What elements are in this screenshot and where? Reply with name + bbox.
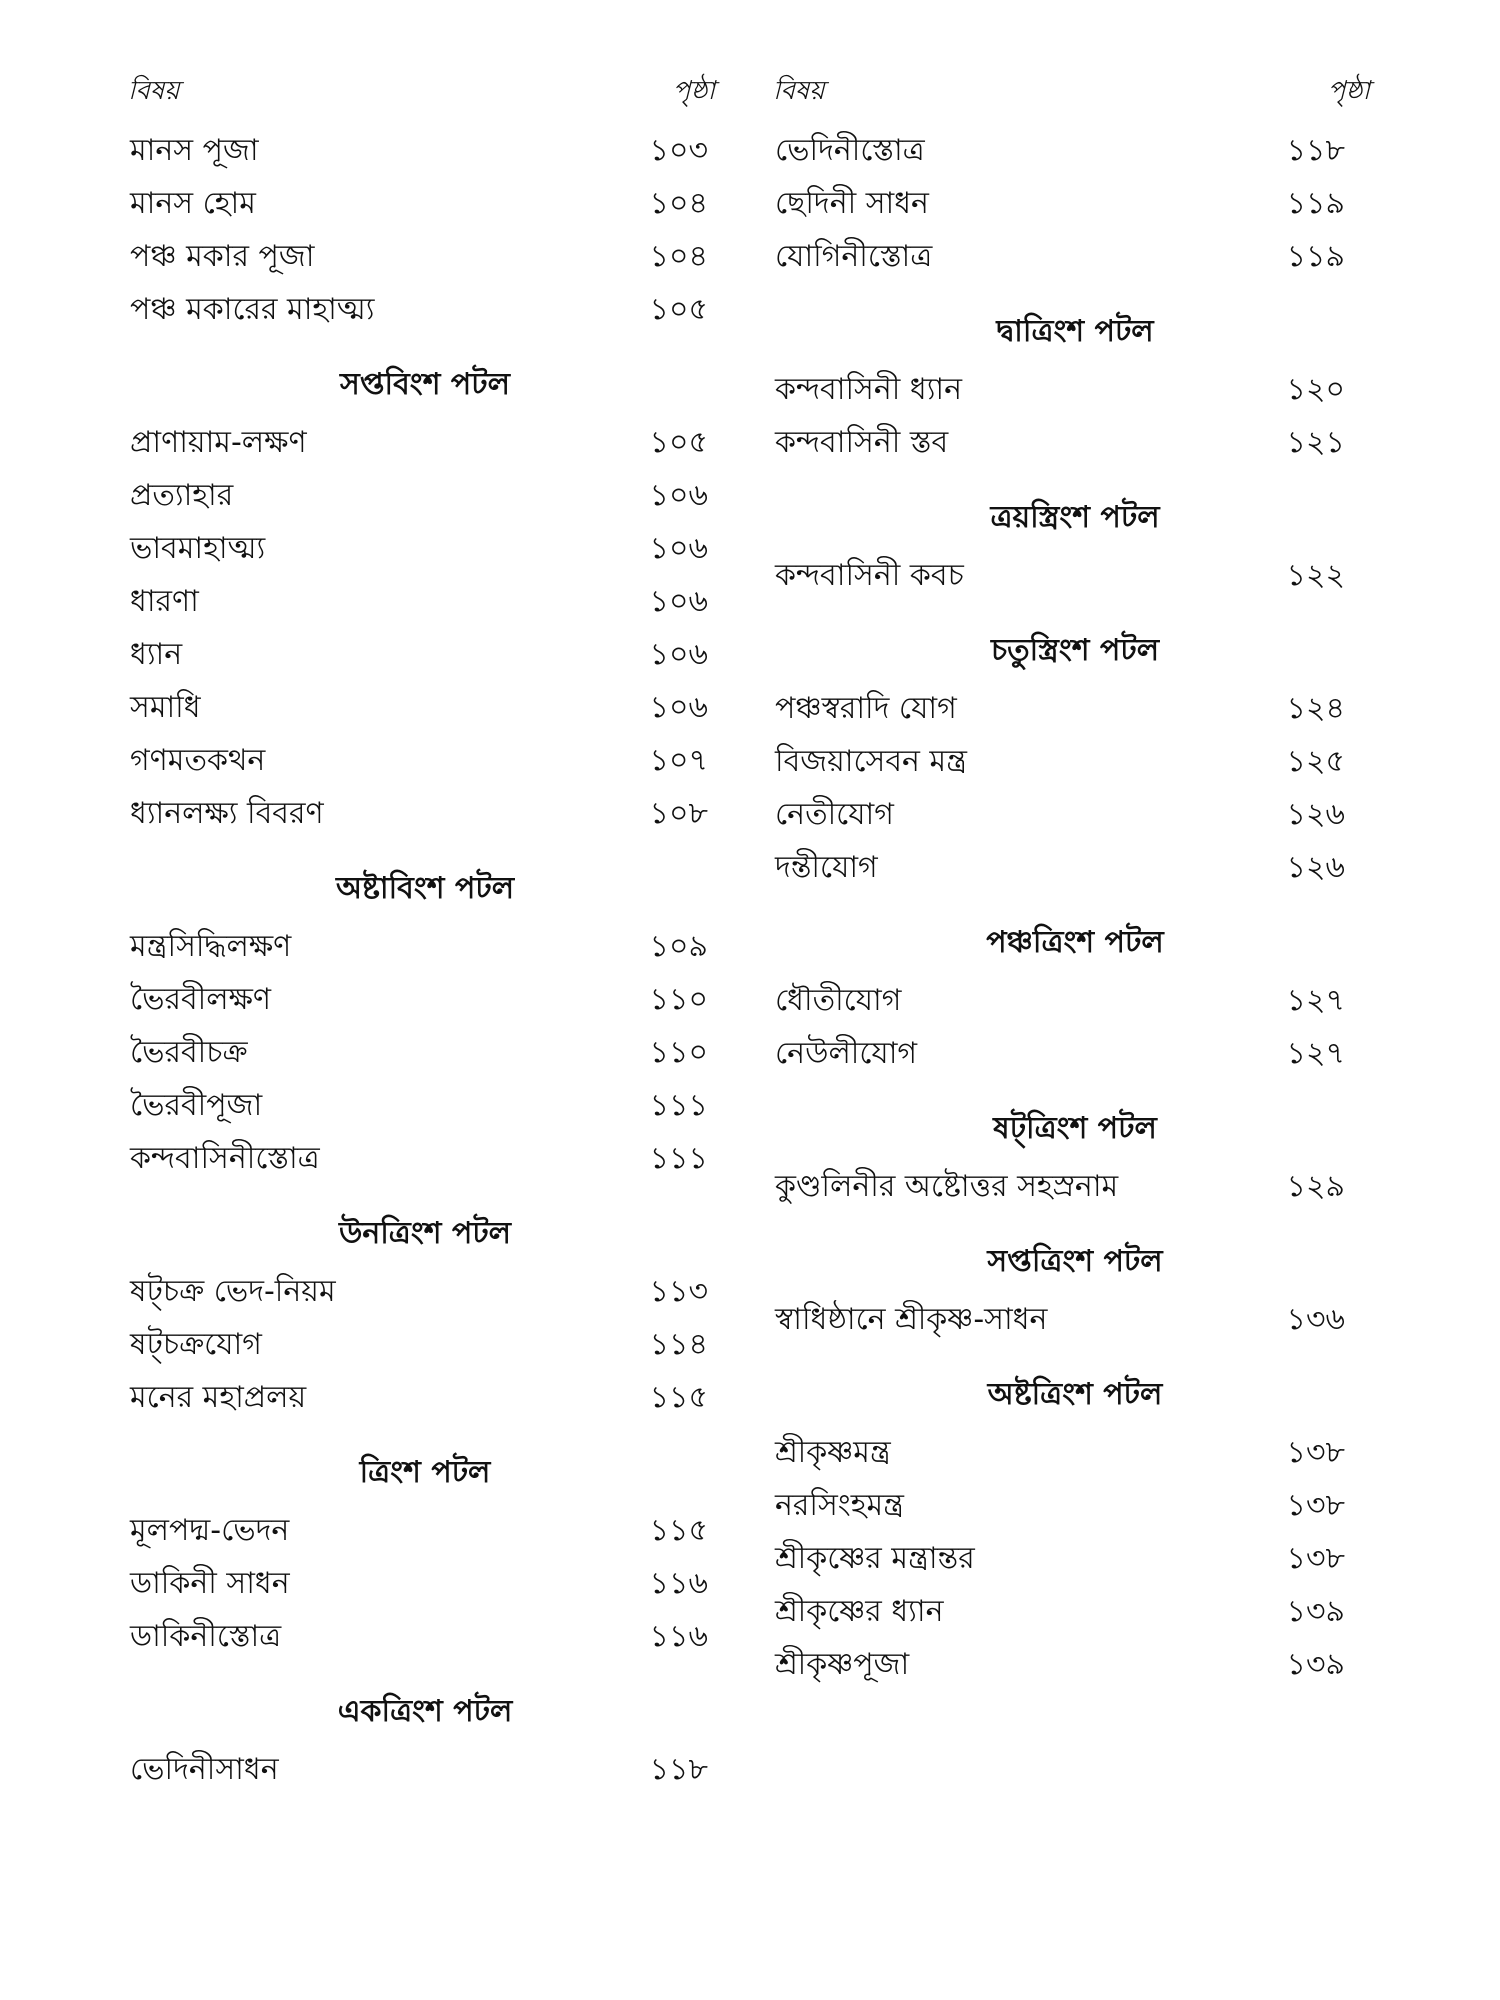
entry-page-number: ১২৬ [1286,850,1345,885]
entry-title: পঞ্চ মকার পূজা [130,239,315,274]
toc-entry [130,628,720,681]
toc-section [775,1080,1375,1213]
entry-page-number: ১০৩ [649,133,708,168]
entry-page-number: ১১০ [649,982,708,1017]
toc-entry [775,1479,1375,1532]
entry-page-number: ১১০ [649,1035,708,1070]
toc-section [775,1213,1375,1346]
toc-entry [775,1426,1375,1479]
section-heading: সপ্তবিংশ পটল [340,367,510,402]
entry-title: ছেদিনী সাধন [775,186,929,221]
toc-entry [775,1638,1375,1691]
entry-page-number: ১১৮ [649,1752,708,1787]
entry-page-number: ১০৭ [649,743,708,778]
entry-page-number: ১১১ [649,1088,708,1123]
toc-section [775,116,1375,283]
entry-title: ধ্যান [130,637,183,672]
toc-entry [130,1026,720,1079]
section-heading: অষ্টত্রিংশ পটল [987,1377,1163,1412]
subject-label: বিষয় [773,76,825,106]
toc-entry [775,788,1375,841]
entry-page-number: ১২৫ [1286,744,1345,779]
entry-page-number: ১৩৮ [1286,1488,1345,1523]
entry-page-number: ১১৮ [1286,133,1345,168]
entry-title: মূলপদ্ম-ভেদন [130,1513,290,1548]
toc-section [130,1424,720,1663]
toc-entry [130,787,720,840]
entry-title: মনের মহাপ্রলয় [130,1380,307,1415]
toc-entry [130,1371,720,1424]
entry-page-number: ১০৬ [649,478,708,513]
entry-title: শ্রীকৃষ্ণমন্ত্র [775,1435,891,1470]
toc-entry [130,1318,720,1371]
entry-page-number: ১১৯ [1286,186,1345,221]
toc-entry [130,416,720,469]
entry-title: ভাবমাহাত্ম্য [130,531,266,566]
entry-title: ভেদিনীস্তোত্র [775,133,925,168]
right-column [775,62,1375,1691]
entry-page-number: ১০৬ [649,531,708,566]
entry-title: কুণ্ডলিনীর অষ্টোত্তর সহস্রনাম [775,1169,1119,1204]
toc-section [775,469,1375,602]
entry-page-number: ১১৬ [649,1619,708,1654]
entry-page-number: ১২৯ [1286,1169,1345,1204]
section-heading: চতুস্ত্রিংশ পটল [990,633,1160,668]
entry-page-number: ১০৪ [649,186,708,221]
entry-page-number: ১১৬ [649,1566,708,1601]
entry-page-number: ১২২ [1286,558,1345,593]
entry-title: স্বাধিষ্ঠানে শ্রীকৃষ্ণ-সাধন [775,1302,1048,1337]
toc-entry [130,973,720,1026]
entry-title: সমাধি [130,690,201,725]
section-heading: ত্রিংশ পটল [359,1455,491,1490]
entry-page-number: ১২৭ [1286,983,1345,1018]
toc-entry [130,1504,720,1557]
entry-title: কন্দবাসিনীস্তোত্র [130,1141,320,1176]
entry-title: কন্দবাসিনী কবচ [775,558,964,593]
entry-page-number: ১১৫ [649,1380,708,1415]
entry-page-number: ১১১ [649,1141,708,1176]
entry-title: মানস পূজা [130,133,259,168]
page-label: পৃষ্ঠা [1327,76,1370,106]
toc-entry [775,230,1375,283]
entry-title: দন্তীযোগ [775,850,878,885]
toc-section [775,602,1375,894]
entry-title: মানস হোম [130,186,256,221]
entry-page-number: ১০৬ [649,690,708,725]
entry-page-number: ১০৫ [649,425,708,460]
column-header [130,62,720,116]
entry-title: ডাকিনীস্তোত্র [130,1619,282,1654]
toc-entry [130,681,720,734]
entry-page-number: ১২৭ [1286,1036,1345,1071]
toc-entry [775,177,1375,230]
toc-section [775,1346,1375,1691]
entry-page-number: ১৩৮ [1286,1435,1345,1470]
toc-entry [775,1532,1375,1585]
entry-title: ভৈরবীচক্র [130,1035,248,1070]
section-heading: দ্বাত্রিংশ পটল [996,314,1154,349]
toc-entry [775,549,1375,602]
toc-entry [775,124,1375,177]
entry-page-number: ১২৪ [1286,691,1345,726]
section-heading: পঞ্চত্রিংশ পটল [986,925,1164,960]
section-heading: ত্রয়স্ত্রিংশ পটল [990,500,1160,535]
entry-title: মন্ত্রসিদ্ধিলক্ষণ [130,929,292,964]
entry-title: ভৈরবীপূজা [130,1088,263,1123]
entry-page-number: ১০৮ [649,796,708,831]
entry-title: ষট্‌চক্র ভেদ-নিয়ম [130,1274,336,1309]
toc-entry [130,522,720,575]
entry-page-number: ১৩৯ [1286,1594,1345,1629]
entry-title: ভেদিনীসাধন [130,1752,279,1787]
toc-entry [775,416,1375,469]
entry-title: নেতীযোগ [775,797,894,832]
entry-title: ধ্যানলক্ষ্য বিবরণ [130,796,324,831]
page-label: পৃষ্ঠা [672,76,715,106]
subject-label: বিষয় [128,76,180,106]
toc-entry [130,124,720,177]
toc-entry [130,1557,720,1610]
entry-page-number: ১১৯ [1286,239,1345,274]
toc-entry [775,1293,1375,1346]
entry-page-number: ১২৬ [1286,797,1345,832]
toc-entry [775,1027,1375,1080]
toc-section [130,336,720,840]
entry-page-number: ১০৯ [649,929,708,964]
toc-section [775,283,1375,469]
entry-title: বিজয়াসেবন মন্ত্র [775,744,967,779]
toc-entry [130,1265,720,1318]
toc-entry [775,841,1375,894]
entry-page-number: ১০৬ [649,584,708,619]
entry-page-number: ১১৪ [649,1327,708,1362]
entry-page-number: ১১৩ [649,1274,708,1309]
toc-section [775,894,1375,1080]
entry-title: প্রাণায়াম-লক্ষণ [130,425,307,460]
toc-entry [130,1610,720,1663]
entry-title: পঞ্চ মকারের মাহাত্ম্য [130,292,375,327]
toc-entry [130,469,720,522]
entry-page-number: ১১৫ [649,1513,708,1548]
entry-page-number: ১২০ [1286,372,1345,407]
entry-title: ডাকিনী সাধন [130,1566,290,1601]
entry-title: শ্রীকৃষ্ণপূজা [775,1647,910,1682]
entry-page-number: ১২১ [1286,425,1345,460]
toc-entry [130,1132,720,1185]
toc-entry [130,575,720,628]
toc-entry [775,974,1375,1027]
toc-entry [775,735,1375,788]
toc-entry [130,283,720,336]
toc-entry [775,363,1375,416]
toc-entry [775,1585,1375,1638]
toc-entry [130,920,720,973]
entry-title: প্রত্যাহার [130,478,234,513]
entry-page-number: ১৩৬ [1286,1302,1345,1337]
entry-title: যোগিনীস্তোত্র [775,239,933,274]
toc-entry [130,1743,720,1796]
entry-page-number: ১৩৯ [1286,1647,1345,1682]
entry-title: ধারণা [130,584,199,619]
entry-title: ষট্‌চক্রযোগ [130,1327,262,1362]
column-header [775,62,1375,116]
entry-title: ধৌতীযোগ [775,983,902,1018]
toc-section [130,840,720,1185]
entry-title: নেউলীযোগ [775,1036,918,1071]
section-heading: অষ্টাবিংশ পটল [335,871,515,906]
entry-title: কন্দবাসিনী স্তব [775,425,949,460]
toc-entry [130,734,720,787]
entry-title: নরসিংহমন্ত্র [775,1488,904,1523]
toc-section [130,1663,720,1796]
section-heading: উনত্রিংশ পটল [338,1216,512,1251]
toc-entry [130,177,720,230]
toc-entry [130,230,720,283]
entry-page-number: ১০৫ [649,292,708,327]
toc-section [130,1185,720,1424]
left-column [130,62,720,1796]
entry-title: শ্রীকৃষ্ণের মন্ত্রান্তর [775,1541,975,1576]
entry-page-number: ১৩৮ [1286,1541,1345,1576]
toc-section [130,116,720,336]
entry-title: শ্রীকৃষ্ণের ধ্যান [775,1594,944,1629]
entry-page-number: ১০৬ [649,637,708,672]
section-heading: ষট্‌ত্রিংশ পটল [993,1111,1157,1146]
toc-entry [775,1160,1375,1213]
section-heading: সপ্তত্রিংশ পটল [987,1244,1163,1279]
entry-title: পঞ্চস্বরাদি যোগ [775,691,957,726]
toc-entry [130,1079,720,1132]
entry-page-number: ১০৪ [649,239,708,274]
section-heading: একত্রিংশ পটল [337,1694,513,1729]
entry-title: গণমতকথন [130,743,266,778]
toc-entry [775,682,1375,735]
entry-title: ভৈরবীলক্ষণ [130,982,272,1017]
entry-title: কন্দবাসিনী ধ্যান [775,372,963,407]
